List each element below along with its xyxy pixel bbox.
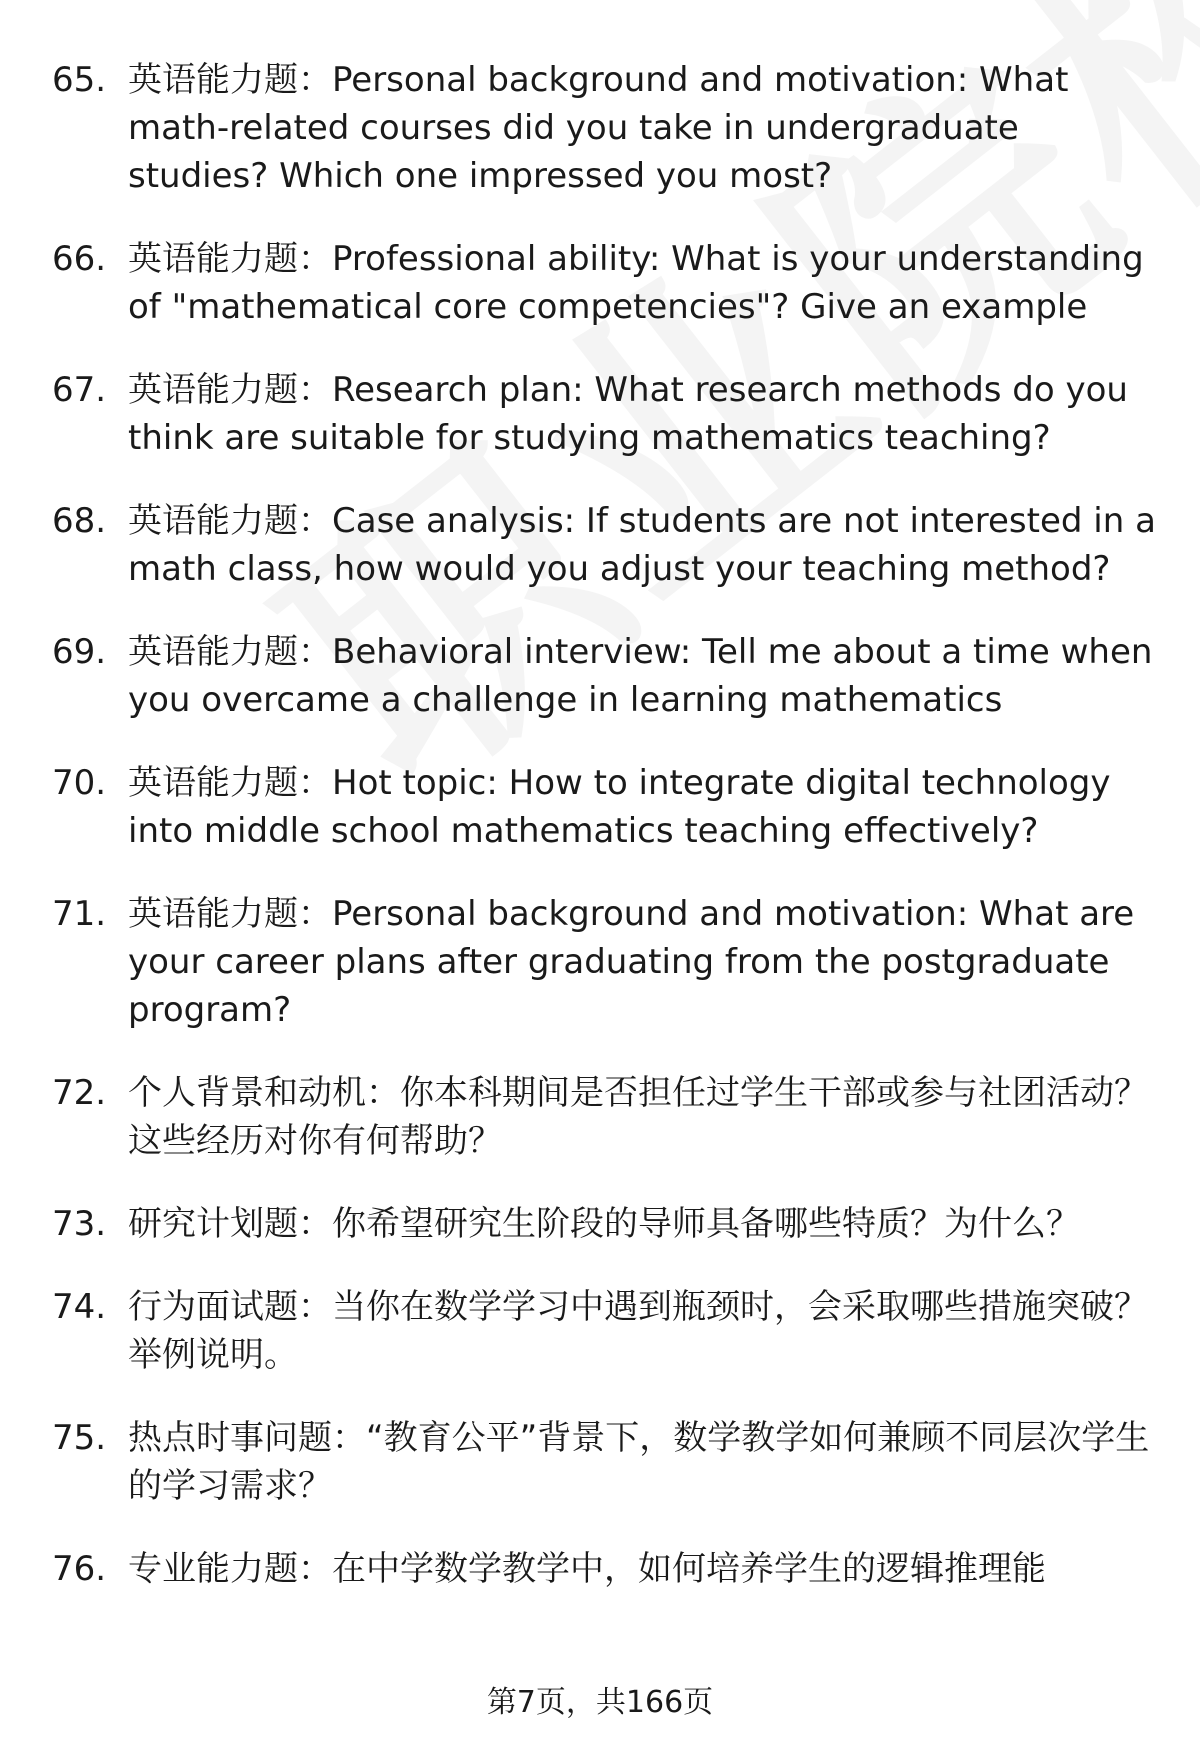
question-text: 热点时事问题：“教育公平”背景下，数学教学如何兼顾不同层次学生的学习需求？ bbox=[128, 1418, 1150, 1506]
list-item bbox=[52, 759, 1162, 855]
question-number: 72. bbox=[52, 1073, 107, 1113]
question-text: 英语能力题：Hot topic: How to integrate digital technology into middle school mathematics teaching effectively? bbox=[128, 763, 1111, 851]
question-number: 68. bbox=[52, 501, 107, 541]
question-number: 65. bbox=[52, 60, 107, 100]
question-text: 专业能力题：在中学数学教学中，如何培养学生的逻辑推理能 bbox=[128, 1549, 1046, 1589]
list-item bbox=[52, 56, 1162, 200]
list-item bbox=[52, 497, 1162, 593]
list-item bbox=[52, 1069, 1162, 1165]
question-text: 英语能力题：Case analysis: If students are not interested in a math class, how would you adjust your teaching method? bbox=[128, 501, 1156, 589]
list-item bbox=[52, 1200, 1162, 1248]
question-text: 行为面试题：当你在数学学习中遇到瓶颈时，会采取哪些措施突破？举例说明。 bbox=[128, 1287, 1148, 1375]
question-number: 73. bbox=[52, 1204, 107, 1244]
question-number: 70. bbox=[52, 763, 107, 803]
question-text: 英语能力题：Personal background and motivation: What are your career plans after graduating from the postgraduate program? bbox=[128, 894, 1135, 1030]
list-item bbox=[52, 235, 1162, 331]
list-item bbox=[52, 1283, 1162, 1379]
question-list bbox=[52, 56, 1162, 1628]
question-number: 67. bbox=[52, 370, 107, 410]
list-item bbox=[52, 890, 1162, 1034]
question-text: 英语能力题：Research plan: What research methods do you think are suitable for studying mathematics teaching? bbox=[128, 370, 1128, 458]
question-text: 英语能力题：Professional ability: What is your understanding of "mathematical core competencies"? Give an example bbox=[128, 239, 1144, 327]
page-footer: 第7页，共166页 bbox=[486, 1685, 714, 1720]
question-number: 75. bbox=[52, 1418, 107, 1458]
question-text: 个人背景和动机：你本科期间是否担任过学生干部或参与社团活动？这些经历对你有何帮助？ bbox=[128, 1073, 1148, 1161]
question-text: 研究计划题：你希望研究生阶段的导师具备哪些特质？为什么？ bbox=[128, 1204, 1080, 1244]
list-item bbox=[52, 366, 1162, 462]
question-number: 76. bbox=[52, 1549, 107, 1589]
question-number: 69. bbox=[52, 632, 107, 672]
list-item bbox=[52, 628, 1162, 724]
list-item bbox=[52, 1545, 1162, 1593]
list-item bbox=[52, 1414, 1162, 1510]
question-number: 66. bbox=[52, 239, 107, 279]
question-number: 71. bbox=[52, 894, 107, 934]
question-text: 英语能力题：Personal background and motivation: What math-related courses did you take in undergraduate studies? Which one impressed you most? bbox=[128, 60, 1069, 196]
question-text: 英语能力题：Behavioral interview: Tell me about a time when you overcame a challenge in learning mathematics bbox=[128, 632, 1153, 720]
question-number: 74. bbox=[52, 1287, 107, 1327]
